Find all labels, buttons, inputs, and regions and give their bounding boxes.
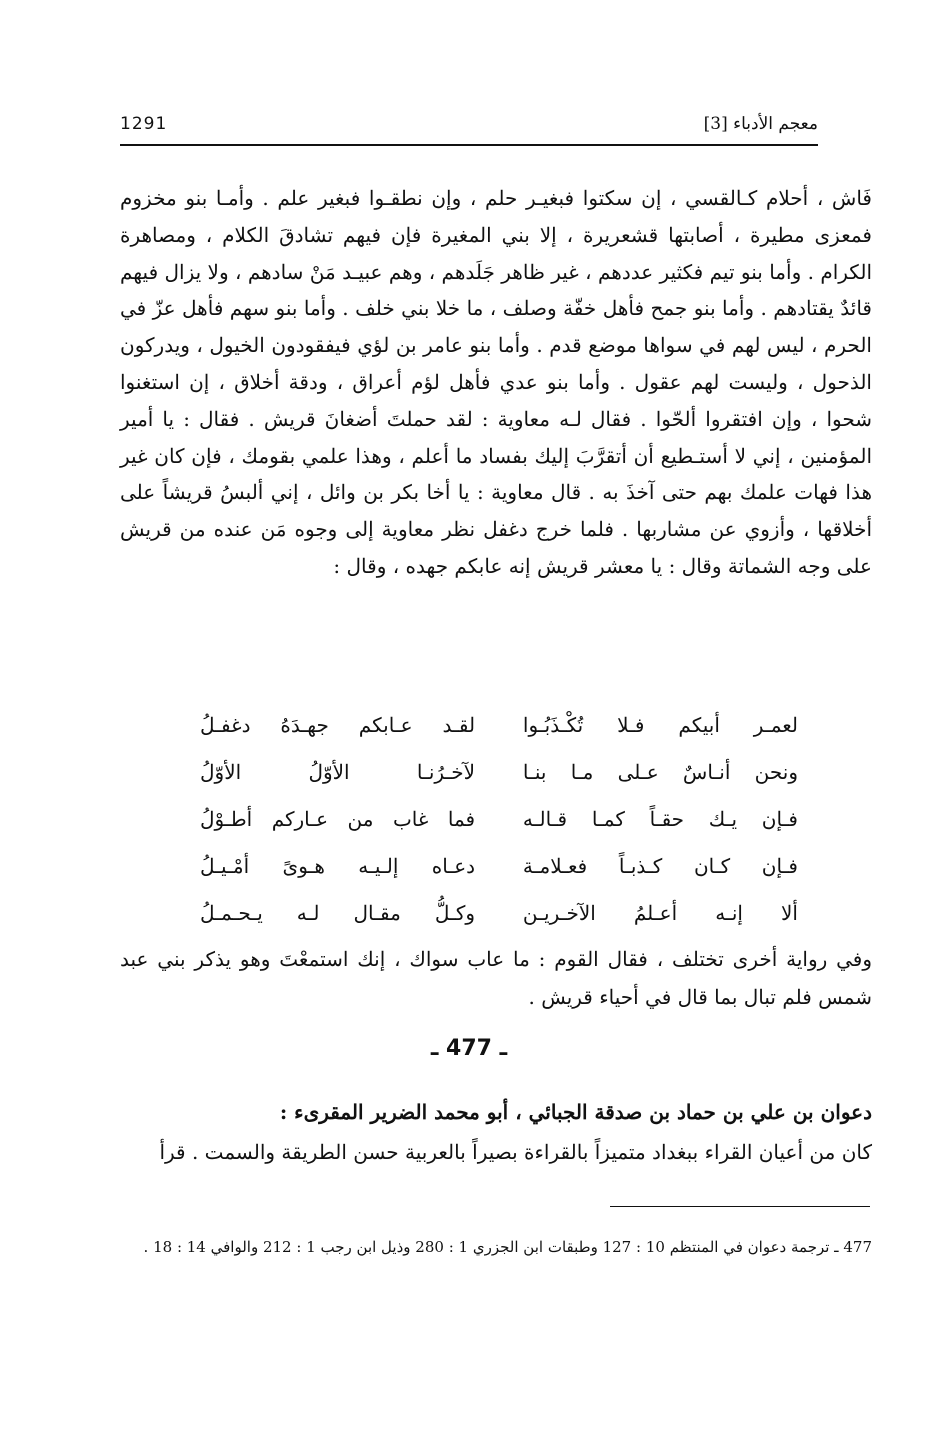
verse-first-hemistich: ألا إنـه أعـلمُ الآخـريـن — [522, 901, 798, 925]
poem — [200, 702, 798, 937]
verse-second-hemistich: لآخـرُنـا الأوّلُ الأوّلُ — [200, 760, 476, 784]
poem-verse — [200, 843, 798, 890]
poem-verse — [200, 749, 798, 796]
verse-second-hemistich: فما غاب من عـاركم أطـوْلُ — [200, 807, 476, 831]
verse-first-hemistich: لعمـر أبيكم فـلا تُكْـذَبُـوا — [522, 713, 798, 737]
running-header — [120, 110, 818, 146]
after-poem-paragraph: وفي رواية أخرى تختلف ، فقال القوم : ما عاب سواك ، إنك استمعْتَ وهو يذكر بني عبد شمس فلم تبال بما قال في أحياء قريش . — [120, 947, 872, 1009]
poem-verse — [200, 702, 798, 749]
entry-number: ـ 477 ـ — [430, 1036, 508, 1061]
page-number: 1291 — [120, 114, 168, 134]
verse-first-hemistich: ونحن أنـاسٌ عـلى مـا بنـا — [522, 760, 798, 784]
entry-text: كان من أعيان القراء ببغداد متميزاً بالقراءة بصيراً بالعربية حسن الطريقة والسمت . قرأ — [159, 1140, 872, 1164]
poem-verse — [200, 796, 798, 843]
verse-second-hemistich: دعـاه إلـيـه هـوىً أمْـيـلُ — [200, 854, 476, 878]
entry-heading: دعوان بن علي بن حماد بن صدقة الجبائي ، أبو محمد الضرير المقرىء : — [279, 1100, 872, 1124]
verse-second-hemistich: لقـد عـابكم جهـدَهُ دغفـلُ — [200, 713, 476, 737]
entry-paragraph — [120, 1092, 872, 1172]
poem-verse — [200, 890, 798, 937]
verse-second-hemistich: وكـلُّ مقـال لـه يـحـمـلُ — [200, 901, 476, 925]
verse-first-hemistich: فـإن كـان كـذبـاً فعـلامـة — [522, 854, 798, 878]
body-paragraph: فَاش ، أحلام كـالقسي ، إن سكتوا فبغيـر حلم ، وإن نطقـوا فبغير علم . وأمـا بنو مخزوم فمعزى مطيرة ، أصابتها قشعريرة ، إلا بني المغيرة فإن فيهم تشادقَ الكلام ، ومصاهرة الكرام . وأما بنو تيم فكثير عددهم ، غير ظاهر جَلَدهم ، وهم عبيـد مَنْ سادهم ، ولا يزال فيهم قائدٌ يقتادهم . وأما بنو جمح فأهل خفّة وصلف ، ما خلا بني خلف . وأما بنو سهم فأهل عزّ في الحرم ، ليس لهم في سواها موضع قدم . وأما بنو عامر بن لؤي فيفقودون الخيول ، ويدركون الذحول ، وليست لهم عقول . وأما بنو عدي فأهل لؤم أعراق ، ودقة أخلاق ، إن استغنوا شحوا ، وإن افتقروا ألحّوا . فقال لـه معاوية : لقد حملتَ أضغانَ قريش . فقال : يا أمير المؤمنين ، إني لا أستـطيع أن أتقرَّبَ إليك بفساد ما أعلم ، وهذا علمي بقومك ، فإن كان غير هذا فهات علمك بهم حتى آخذَ به . قال معاوية : يا أخا بكر بن وائل ، إني ألبسُ قريشاً على أخلاقها ، وأزوي عن مشاربها . فلما خرج دغفل نظر معاوية إلى وجوه مَن عنده من قريش على وجه الشماتة وقال : يا معشر قريش إنه عابكم جهده ، وقال : — [120, 186, 872, 578]
footnote-divider — [610, 1206, 870, 1207]
book-title: معجم الأدباء [3] — [703, 114, 818, 134]
verse-first-hemistich: فـإن يـك حقـاً كمـا قـالـه — [522, 807, 798, 831]
footnote: 477 ـ ترجمة دعوان في المنتظم 10 : 127 وطبقات ابن الجزري 1 : 280 وذيل ابن رجب 1 : 212 والوافي 14 : 18 . — [143, 1238, 872, 1256]
